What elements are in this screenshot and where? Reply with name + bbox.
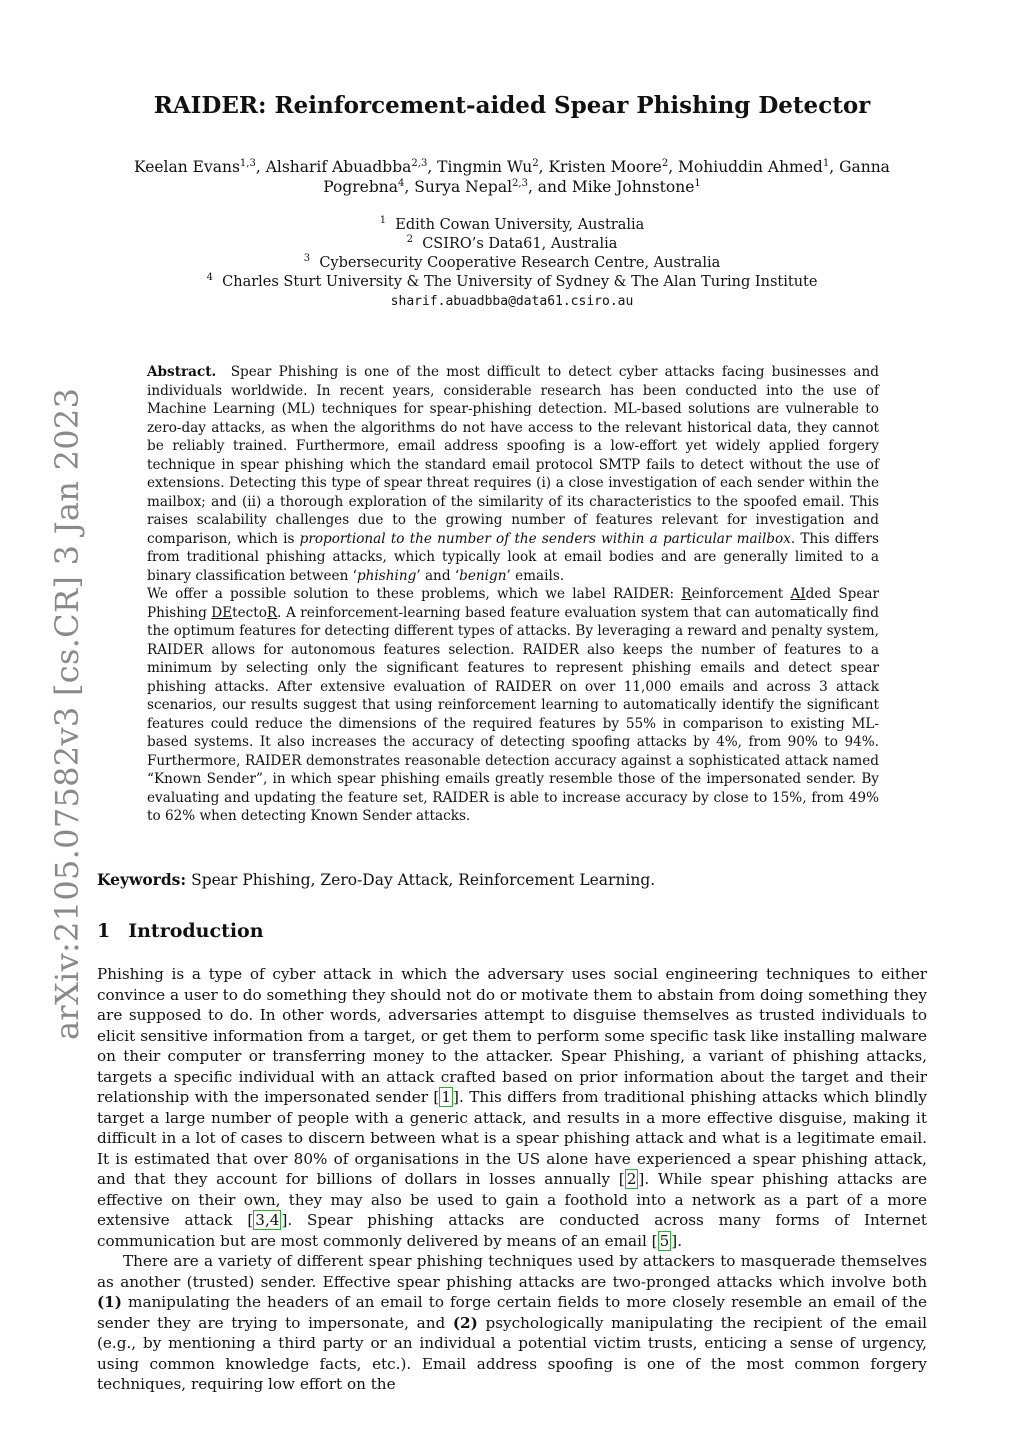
author-affiliation-marker: 4 [398,177,405,189]
author: Tingmin Wu [437,158,533,176]
affiliation-text: Charles Sturt University & The University of Sydney & The Alan Turing Institute [222,274,818,290]
intro-text: manipulating the headers of an email to forge certain fields to more closely resemble an email of the sender they are trying to impersonate, and [97,1293,928,1332]
abstract-paragraph [147,363,879,585]
affiliation-text: CSIRO’s Data61, Australia [422,236,618,252]
enumeration-marker: (1) [97,1293,122,1311]
citation-link[interactable]: 3,4 [255,1211,280,1229]
author-affiliation-marker: 1 [822,157,830,169]
author-affiliation-marker: 2,3 [411,157,428,169]
section-heading [97,920,264,942]
affiliation-text: Edith Cowan University, Australia [395,217,645,233]
intro-text: Phishing is a type of cyber attack in which the adversary uses social engineering techniques to either convince a user to do something they should not do or motivate them to abstain from doing something they are supposed to do. In other words, adversaries attempt to disguise themselves as trusted individuals to elicit sensitive information from a target, or get them to perform some specific task like installing malware on their computer or transferring money to the attacker. Spear Phishing, a variant of phishing attacks, targets a specific individual with an attack crafted based on prior information about the target and their relationship with the impersonated sender [97,965,927,1106]
affiliation-number: 2 [406,234,413,246]
abstract-emphasis: benign [459,567,507,584]
author: Keelan Evans [134,158,240,176]
author: Mike Johnstone [571,178,695,196]
affiliation-list [0,216,1024,311]
abstract-text: ded Spear Phishing [147,586,880,621]
abstract-text: Spear Phishing is one of the most difficult to detect cyber attacks facing businesses and individuals worldwide. In recent years, considerable research has been conducted into the use of Machine Learning (ML) techniques for spear-phishing detection. ML-based solutions are vulnerable to zero-day attacks, as when the algorithms do not have access to the relevant historical data, they cannot be reliably trained. Furthermore, email address spoofing is a low-effort yet widely applied forgery technique in spear phishing which the standard email protocol SMTP fails to detect without the use of extensions. Detecting this type of spear threat requires (i) a close investigation of each sender within the mailbox; and (ii) a thorough exploration of the similarity of its characteristics to the spoofed email. This raises scalability challenges due to the growing number of features relevant for investigation and comparison, which is [147,364,879,547]
intro-paragraph [97,1251,927,1395]
abstract-text: . A reinforcement-learning based feature evaluation system that can automatically find the optimum features for detecting different types of attacks. By leveraging a reward and penalty system, RAIDER allows for autonomous features selection. RAIDER also keeps the number of features to a minimum by selecting only the significant features to represent phishing emails and detect spear phishing attacks. After extensive evaluation of RAIDER on over 11,000 emails and across 3 attack scenarios, our results suggest that using reinforcement learning to automatically identify the significant features could reduce the dimensions of the required features by 55% in comparison to existing ML-based systems. It also increases the accuracy of detecting spoofing attacks by 4%, from 90% to 94%. Furthermore, RAIDER demonstrates reasonable detection accuracy against a sophisticated attack named “Known Sender”, in which spear phishing emails greatly resemble those of the impersonated sender. By evaluating and updating the feature set, RAIDER is able to increase accuracy by close to 15%, from 49% to 62% when detecting Known Sender attacks. [147,604,879,824]
author: Mohiuddin Ahmed [678,158,823,176]
abstract-emphasis: proportional to the number of the senders within a particular mailbox. [299,530,796,547]
acronym-letter: R [266,604,278,621]
citation-link[interactable]: 5 [659,1231,670,1250]
abstract-text: einforcement [691,586,784,602]
affiliation-number: 4 [206,272,213,284]
abstract-text: This differs from traditional phishing attacks, which typically look at email bodies and are generally limited to a binary classification between ‘ [147,530,879,584]
affiliation [0,254,1024,273]
intro-text: There are a variety of different spear phishing techniques used by attackers to masquerade themselves as another (trusted) sender. Effective spear phishing attacks are two-pronged attacks which involve both [97,1252,927,1291]
author-list: Keelan Evans$^{1,3}$, Alsharif Abuadbba$^{2,3}$, Tingmin Wu$^2$, Kristen Moore$^2$, Mohiuddin Ahmed$^1$, Ganna Pogrebna$^4$, Surya Nepal$^{2,3}$, and Mike Johnstone$^1$ [134,157,890,196]
intro-text: . While spear phishing attacks are effective on their own, they may also be used to gain a foothold into a network as a part of a more extensive attack [97,1170,927,1229]
abstract-text: We offer a possible solution to these problems, which we label RAIDER: [147,586,675,602]
section-title: Introduction [128,920,264,942]
author-affiliation-marker: 2,3 [512,177,528,189]
author-affiliation-marker: 2 [532,157,539,169]
paper-title: RAIDER: Reinforcement-aided Spear Phishing Detector [153,92,871,119]
intro-text: . Spear phishing attacks are conducted across many forms of Internet communication but are most commonly delivered by means of an email [97,1211,927,1250]
author-affiliation-marker: 1 [694,177,701,189]
intro-text: . [677,1231,683,1250]
arxiv-identifier-stamp: arXiv:2105.07582v3 [cs.CR] 3 Jan 2023 [48,387,86,1040]
abstract-emphasis: phishing [356,567,417,584]
citation-link[interactable]: 2 [626,1170,637,1188]
section-number: 1 [97,920,111,942]
author-affiliation-marker: 2 [661,157,669,169]
affiliation-number: 3 [303,253,311,265]
affiliation [0,216,1024,235]
abstract-paragraph [147,585,879,826]
keywords [97,870,927,889]
acronym-letter: R [681,586,692,602]
author: Ganna Pogrebna [323,158,890,196]
acronym-letter: AI [790,586,806,602]
contact-email[interactable]: sharif.abuadbba@data61.csiro.au [390,294,634,309]
author-affiliation-marker: 1,3 [239,157,256,169]
author: Surya Nepal [414,178,513,196]
acronym-letter: DE [211,604,233,621]
author: Alsharif Abuadbba [265,158,412,176]
introduction-body [97,964,927,1395]
keywords-label: Keywords: [97,870,187,889]
abstract-label: Abstract. [147,364,217,380]
author: Kristen Moore [548,158,662,176]
affiliation [0,235,1024,254]
intro-text: . This differs from traditional phishing attacks which blindly target a large number of people with a generic attack, and results in a more effective disguise, making it difficult in a lot of cases to discern between what is a spear phishing attack and what is a legitimate email. It is estimated that over 80% of organisations in the US alone have experienced a spear phishing attack, and that they account for billions of dollars in losses annually [97,1088,927,1188]
affiliation-number: 1 [379,215,387,227]
keywords-text: Spear Phishing, Zero-Day Attack, Reinforcement Learning. [191,871,656,889]
affiliation-text: Cybersecurity Cooperative Research Centre, Australia [319,255,721,271]
abstract-text: tecto [232,604,267,621]
affiliation [0,273,1024,292]
intro-paragraph: Phishing is a type of cyber attack in which the adversary uses social engineering techniques to either convince a user to do something they should not do or motivate them to abstain from doing something they are supposed to do. In other words, adversaries attempt to disguise themselves as trusted individuals to elicit sensitive information from a target, or get them to perform some specific task like installing malware on their computer or transferring money to the attacker. Spear Phishing, a variant of phishing attacks, targets a specific individual with an attack crafted based on prior information about the target and their relationship with the impersonated sender [ 1 ]. This differs from traditional phishing attacks which blindly target a large number of people with a generic attack, and results in a more effective disguise, making it difficult in a lot of cases to discern between what is a spear phishing attack and what is a legitimate email. It is estimated that over 80% of organisations in the US alone have experienced a spear phishing attack, and that they account for billions of dollars in losses annually [ 2 ]. While spear phishing attacks are effective on their own, they may also be used to gain a foothold into a network as a part of a more extensive attack [ 3,4 ]. Spear phishing attacks are conducted across many forms of Internet communication but are most commonly delivered by means of an email [ 5 ]. [97,965,927,1250]
citation-link[interactable]: 1 [441,1088,452,1106]
abstract [147,363,879,826]
abstract-text: ’ emails. [506,567,565,584]
abstract-text: ’ and ‘ [416,567,460,584]
enumeration-marker: (2) [452,1313,478,1332]
intro-text: psychologically manipulating the recipient of the email (e.g., by mentioning a third party or an individual a potential victim trusts, enticing a sense of urgency, using common knowledge facts, etc.). Email address spoofing is one of the most common forgery techniques, requiring low effort on the [97,1313,928,1393]
